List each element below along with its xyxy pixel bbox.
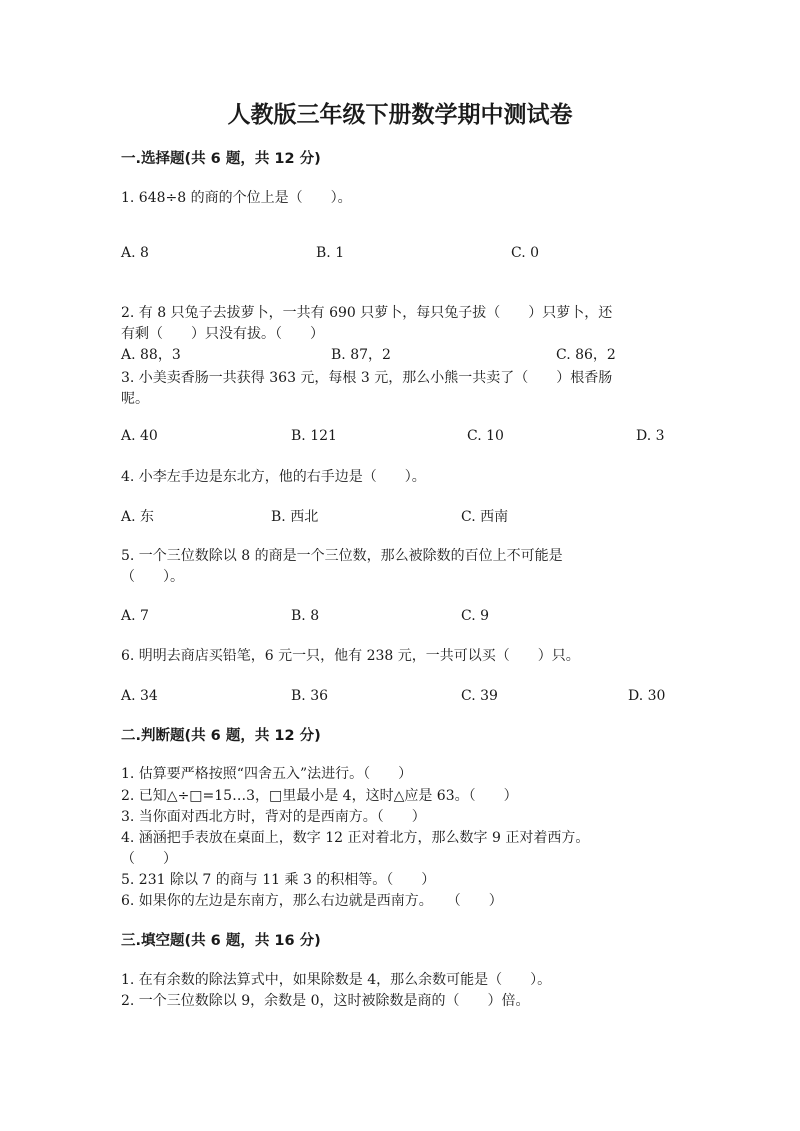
option-b: B. 西北 [271,509,319,525]
question-stem-continued: 呢。 [121,391,149,407]
question-stem: 4. 小李左手边是东北方，他的右手边是（ ）。 [121,469,426,485]
fill-blank-line: 1. 在有余数的除法算式中，如果除数是 4，那么余数可能是（ ）。 [121,972,552,988]
option-a: A. 7 [121,608,149,624]
option-b: B. 121 [291,428,337,444]
question-stem: 2. 有 8 只兔子去拔萝卜，一共有 690 只萝卜，每只兔子拔（ ）只萝卜，还 [121,305,613,321]
option-a: A. 40 [121,428,158,444]
option-d: D. 30 [628,688,666,704]
statement-line: 6. 如果你的左边是东南方，那么右边就是西南方。 （ ） [121,893,503,909]
section-heading-true-false: 二.判断题(共 6 题，共 12 分) [121,728,321,744]
option-a: A. 34 [121,688,158,704]
option-c: C. 西南 [461,509,509,525]
option-c: C. 9 [461,608,490,624]
option-a: A. 8 [121,245,149,261]
page-title: 人教版三年级下册数学期中测试卷 [227,101,573,128]
option-b: B. 8 [291,608,320,624]
option-b: B. 36 [291,688,329,704]
option-c: C. 10 [467,428,504,444]
option-b: B. 87，2 [331,347,391,363]
statement-line: 4. 涵涵把手表放在桌面上，数字 12 正对着北方，那么数字 9 正对着西方。 [121,830,590,846]
statement-line: 5. 231 除以 7 的商与 11 乘 3 的积相等。（ ） [121,872,436,888]
option-a: A. 88，3 [121,347,181,363]
option-b: B. 1 [316,245,345,261]
statement-line: 3. 当你面对西北方时，背对的是西南方。（ ） [121,809,426,825]
fill-blank-line: 2. 一个三位数除以 9，余数是 0，这时被除数是商的（ ）倍。 [121,993,530,1009]
statement-line: 1. 估算要严格按照“四舍五入”法进行。（ ） [121,766,413,782]
option-c: C. 86，2 [556,347,616,363]
statement-line-continued: （ ） [121,851,177,867]
question-stem: 1. 648÷8 的商的个位上是（ ）。 [121,190,352,206]
option-a: A. 东 [121,509,155,525]
option-d: D. 3 [636,428,665,444]
option-c: C. 39 [461,688,498,704]
section-heading-choice: 一.选择题(共 6 题，共 12 分) [121,151,321,167]
option-c: C. 0 [511,245,540,261]
question-stem-continued: （ ）。 [121,569,184,585]
statement-line: 2. 已知△÷□=15…3，□里最小是 4，这时△应是 63。（ ） [121,788,518,804]
question-stem: 3. 小美卖香肠一共获得 363 元，每根 3 元，那么小熊一共卖了（ ）根香肠 [121,370,613,386]
question-stem: 5. 一个三位数除以 8 的商是一个三位数，那么被除数的百位上不可能是 [121,548,563,564]
question-stem-continued: 有剩（ ）只没有拔。（ ） [121,326,324,342]
section-heading-fill-blank: 三.填空题(共 6 题，共 16 分) [121,933,321,949]
question-stem: 6. 明明去商店买铅笔，6 元一只，他有 238 元，一共可以买（ ）只。 [121,648,580,664]
